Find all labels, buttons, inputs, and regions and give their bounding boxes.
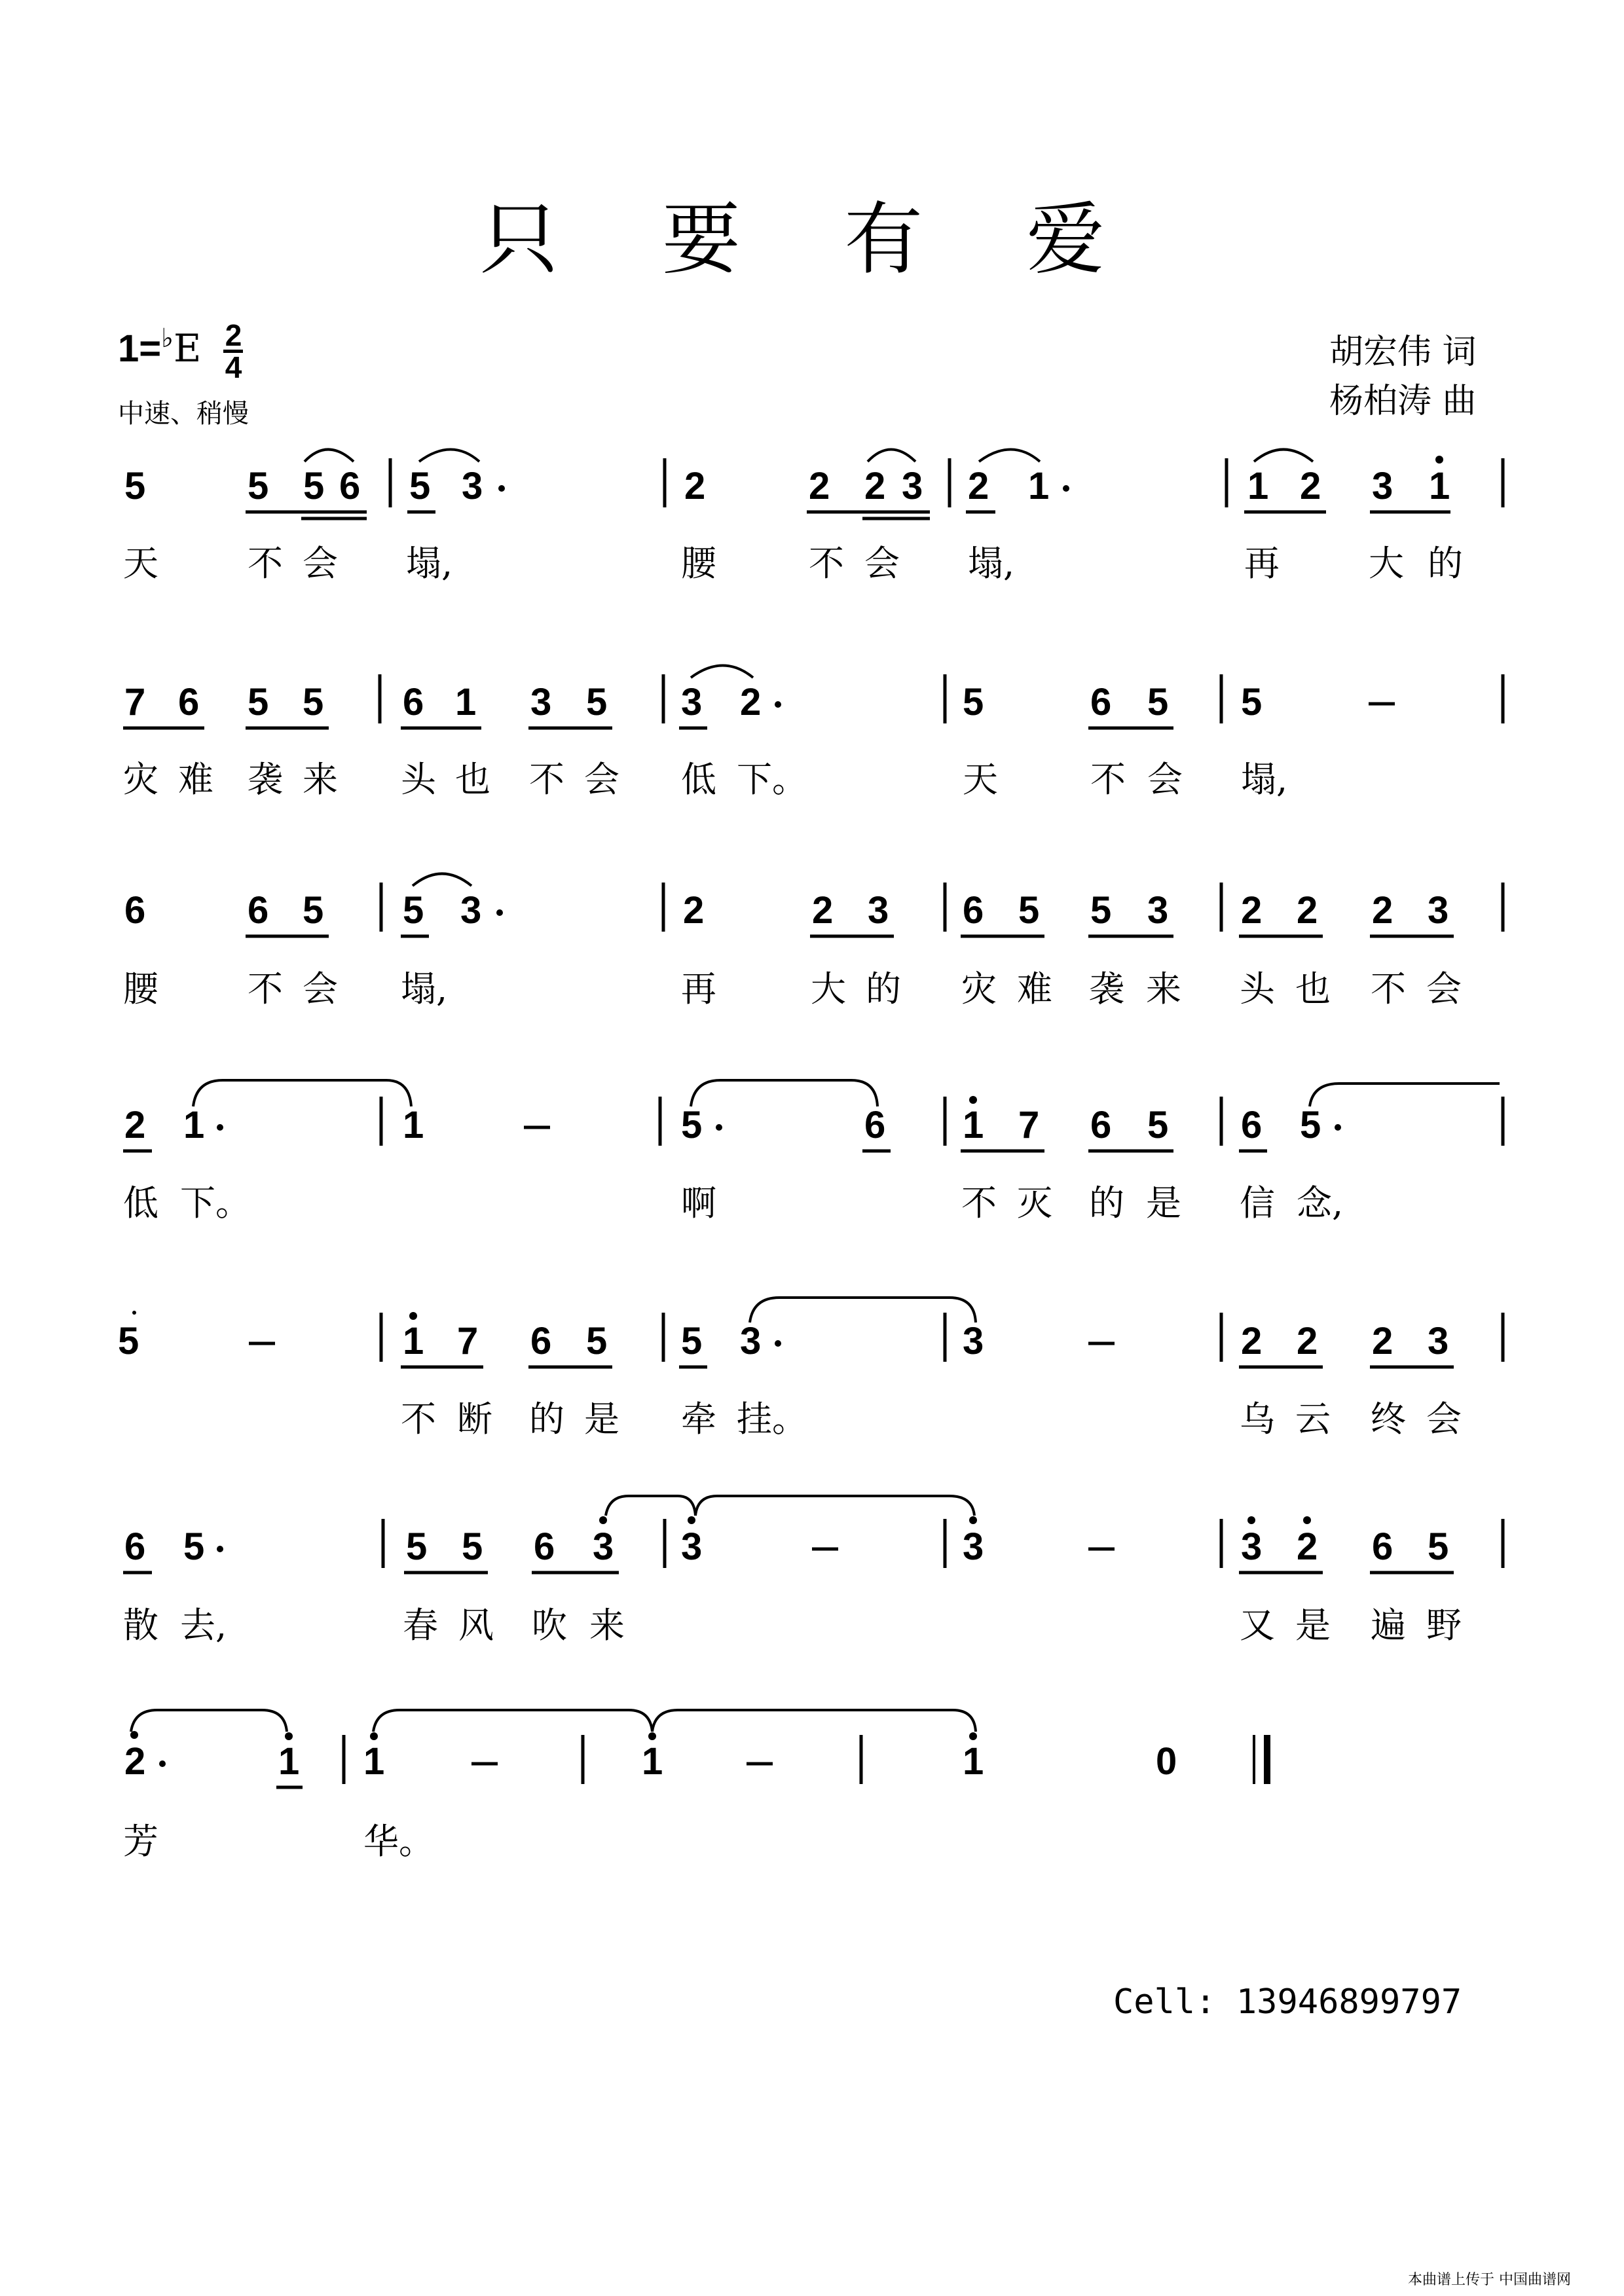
note: 2	[1300, 465, 1321, 507]
note: 5	[1147, 1104, 1169, 1146]
note: 5	[462, 1525, 483, 1568]
note: 3	[1241, 1525, 1263, 1568]
note: 0	[1156, 1740, 1177, 1783]
note: 5	[681, 1320, 703, 1362]
note: 3	[902, 465, 923, 507]
note: 6	[1090, 1104, 1112, 1146]
lyric: 难	[1017, 968, 1052, 1010]
note: 6	[534, 1525, 555, 1568]
lyric: 灾	[961, 968, 997, 1010]
lyric: 的	[1089, 1182, 1124, 1224]
note: 2	[1297, 1320, 1318, 1362]
note: 5	[1018, 889, 1040, 932]
note: 6	[403, 681, 424, 723]
lyric: 塌,	[968, 543, 1015, 584]
lyric: 不	[248, 968, 283, 1010]
note: 5	[118, 1320, 139, 1362]
note: 1	[278, 1740, 300, 1783]
note: 7	[1018, 1104, 1040, 1146]
lyric: 牵	[681, 1398, 716, 1440]
lyric: 不	[1090, 759, 1126, 800]
lyric: 信	[1240, 1182, 1275, 1224]
note: 1	[455, 681, 477, 723]
lyric: 会	[303, 543, 338, 584]
lyric: 会	[864, 543, 900, 584]
note: 6	[124, 889, 146, 932]
lyric: 芳	[123, 1821, 158, 1862]
lyric: 会	[1426, 1398, 1462, 1440]
lyric: 断	[457, 1398, 492, 1440]
note: 6	[530, 1320, 552, 1362]
note: 5	[303, 681, 324, 723]
note: 1	[963, 1104, 984, 1146]
lyric: 难	[178, 759, 213, 800]
lyric: 风	[458, 1605, 494, 1646]
note: 1	[1028, 465, 1050, 507]
lyric: 头	[401, 759, 436, 800]
composer-credit: 杨柏涛 曲	[1329, 382, 1477, 421]
note: 1	[1247, 465, 1269, 507]
lyric: 塌,	[401, 968, 448, 1010]
note: 2	[1372, 1320, 1393, 1362]
note: 5	[586, 681, 608, 723]
lyric: 灭	[1017, 1182, 1052, 1224]
lyric: 头	[1240, 968, 1275, 1010]
note: 2	[864, 465, 886, 507]
note: 5	[303, 889, 324, 932]
lyric: 腰	[123, 968, 158, 1010]
lyric: 啊	[681, 1182, 716, 1224]
note: 2	[968, 465, 989, 507]
lyric: 会	[1426, 968, 1462, 1010]
note: 2	[812, 889, 834, 932]
lyric: 挂。	[737, 1398, 807, 1440]
lyric: 大	[811, 968, 846, 1010]
lyric: 念,	[1297, 1182, 1344, 1224]
lyric: 再	[1244, 543, 1280, 584]
key-signature: 1=♭E 2 4	[118, 321, 243, 382]
note: 5	[1241, 681, 1263, 723]
lyric: 塌,	[1241, 759, 1288, 800]
lyric: 袭	[1089, 968, 1124, 1010]
note: 6	[248, 889, 269, 932]
note: 5	[1428, 1525, 1449, 1568]
note: 3	[530, 681, 552, 723]
note: 5	[1090, 889, 1112, 932]
row-6-notes	[123, 1496, 1503, 1573]
row-4-notes	[123, 1080, 1503, 1151]
lyric: 不	[1371, 968, 1406, 1010]
note: 1	[963, 1740, 984, 1783]
note: 3	[460, 889, 482, 932]
note: 2	[684, 465, 706, 507]
lyric: 袭	[248, 759, 283, 800]
lyric: 下。	[180, 1182, 251, 1224]
lyric: 天	[963, 759, 998, 800]
lyric: 散	[123, 1605, 158, 1646]
lyric: 不	[529, 759, 564, 800]
note: 2	[124, 1104, 146, 1146]
lyric: 不	[961, 1182, 997, 1224]
lyric: 来	[303, 759, 338, 800]
lyric: 终	[1371, 1398, 1406, 1440]
note: 2	[124, 1740, 146, 1783]
lyric: 下。	[737, 759, 807, 800]
note: 5	[303, 465, 325, 507]
lyric: 又	[1240, 1605, 1275, 1646]
note: 6	[124, 1525, 146, 1568]
lyric: 灾	[123, 759, 158, 800]
lyric: 再	[681, 968, 716, 1010]
lyric: 云	[1295, 1398, 1331, 1440]
lyric: 会	[584, 759, 619, 800]
note: 5	[406, 1525, 428, 1568]
lyric: 天	[123, 543, 158, 584]
row-1-notes	[124, 450, 1503, 519]
note: 6	[1090, 681, 1112, 723]
lyric: 是	[1146, 1182, 1181, 1224]
song-title: 只 要 有 爱	[479, 194, 1145, 285]
note: 3	[1428, 889, 1449, 932]
note: 1	[363, 1740, 385, 1783]
lyric: 的	[529, 1398, 564, 1440]
note: 6	[1241, 1104, 1263, 1146]
note: 6	[339, 465, 361, 507]
note: 1	[403, 1320, 424, 1362]
note: 1	[1429, 465, 1450, 507]
lyric: 会	[1147, 759, 1183, 800]
lyric: 也	[1295, 968, 1331, 1010]
note: 5	[124, 465, 146, 507]
row-5-notes	[118, 1298, 1503, 1367]
note: 5	[248, 681, 269, 723]
note: 2	[1297, 1525, 1318, 1568]
note: 5	[963, 681, 984, 723]
note: 2	[1297, 889, 1318, 932]
note: 5	[1147, 681, 1169, 723]
lyricist-credit: 胡宏伟 词	[1329, 333, 1477, 372]
lyric: 华。	[363, 1821, 434, 1862]
lyric: 塌,	[406, 543, 453, 584]
note: 5	[681, 1104, 703, 1146]
lyric: 是	[1295, 1605, 1331, 1646]
lyric: 的	[866, 968, 901, 1010]
row-2-notes	[123, 666, 1503, 729]
note: 3	[963, 1320, 984, 1362]
lyric: 不	[401, 1398, 436, 1440]
note: 2	[740, 681, 762, 723]
note: 6	[963, 889, 984, 932]
lyric: 也	[455, 759, 490, 800]
note: 3	[1428, 1320, 1449, 1362]
note: 6	[178, 681, 200, 723]
note: 5	[409, 465, 431, 507]
note: 6	[1372, 1525, 1393, 1568]
note: 3	[462, 465, 483, 507]
lyric: 遍	[1371, 1605, 1406, 1646]
note: 5	[586, 1320, 608, 1362]
row-7-notes	[124, 1710, 1267, 1787]
tempo-marking: 中速、稍慢	[118, 399, 249, 429]
note: 5	[1300, 1104, 1321, 1146]
note: 3	[868, 889, 889, 932]
note: 2	[1241, 1320, 1263, 1362]
note: 5	[248, 465, 269, 507]
note: 2	[809, 465, 830, 507]
lyric: 低	[123, 1182, 158, 1224]
row-3-notes	[124, 874, 1503, 937]
note: 3	[1372, 465, 1393, 507]
note: 3	[681, 1525, 703, 1568]
time-signature: 2 4	[223, 321, 243, 382]
note: 6	[864, 1104, 886, 1146]
lyric: 野	[1426, 1605, 1462, 1646]
lyric: 去,	[180, 1605, 227, 1646]
note: 7	[457, 1320, 479, 1362]
source-footer: 本曲谱上传于 中国曲谱网	[1408, 2272, 1571, 2288]
lyric: 大	[1369, 543, 1404, 584]
note: 1	[403, 1104, 424, 1146]
lyric: 会	[303, 968, 338, 1010]
note: 3	[740, 1320, 762, 1362]
lyric: 来	[1146, 968, 1181, 1010]
lyric: 乌	[1240, 1398, 1275, 1440]
note: 2	[1372, 889, 1393, 932]
note: 3	[681, 681, 703, 723]
note: 2	[683, 889, 705, 932]
lyric: 吹	[532, 1605, 567, 1646]
note: 3	[963, 1525, 984, 1568]
note: 7	[124, 681, 146, 723]
lyric: 来	[589, 1605, 625, 1646]
lyric: 不	[248, 543, 283, 584]
lyric: 是	[584, 1398, 619, 1440]
note: 1	[642, 1740, 663, 1783]
note: 1	[183, 1104, 205, 1146]
contact-phone: Cell: 13946899797	[1113, 1982, 1462, 2022]
lyric: 春	[403, 1605, 438, 1646]
lyric: 低	[681, 759, 716, 800]
lyric: 不	[809, 543, 844, 584]
note: 5	[403, 889, 424, 932]
lyric: 腰	[681, 543, 716, 584]
note: 3	[593, 1525, 614, 1568]
lyric: 的	[1428, 543, 1463, 584]
note: 5	[183, 1525, 205, 1568]
note: 3	[1147, 889, 1169, 932]
note: 2	[1241, 889, 1263, 932]
